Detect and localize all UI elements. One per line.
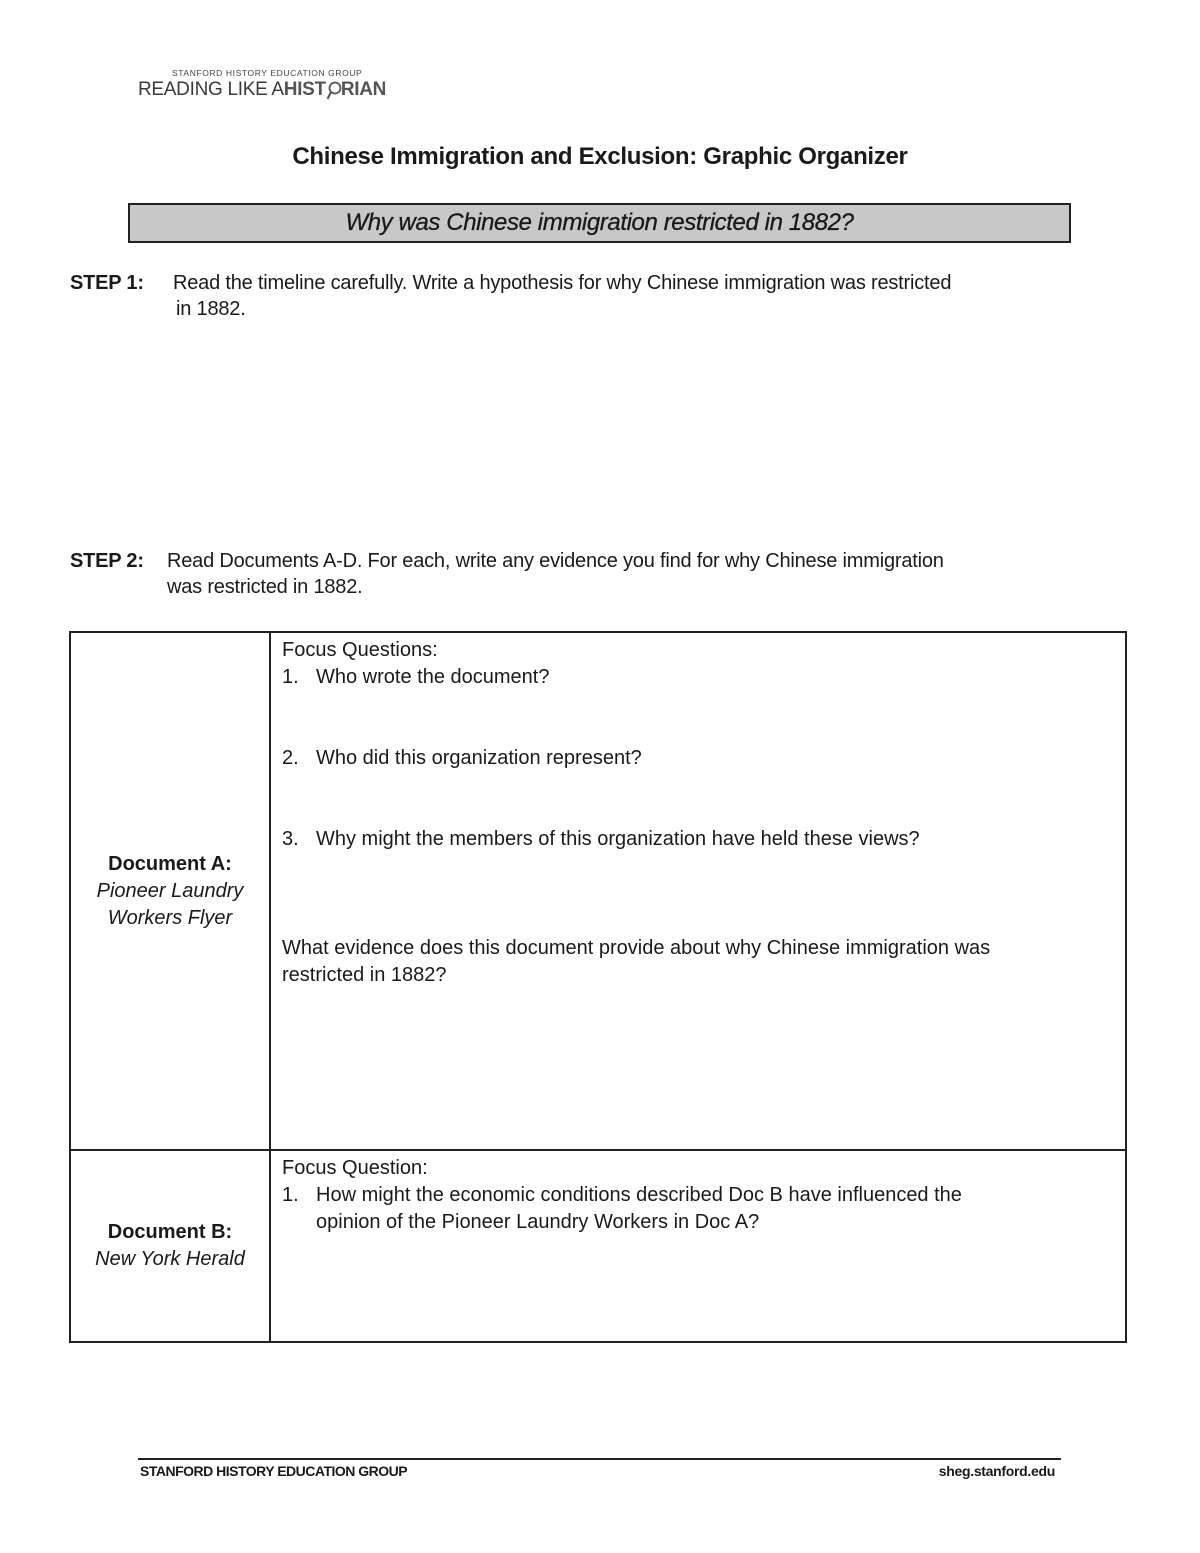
answer-space[interactable]	[282, 772, 1115, 826]
answer-space[interactable]	[282, 853, 1115, 935]
document-a-evidence-prompt-line2: restricted in 1882?	[282, 964, 447, 986]
logo-org-name: STANFORD HISTORY EDUCATION GROUP	[172, 68, 363, 78]
answer-space[interactable]	[282, 691, 1115, 745]
page-title: Chinese Immigration and Exclusion: Graphic Organizer	[292, 143, 908, 170]
document-b-response-cell[interactable]	[270, 1150, 1126, 1342]
step-1-label: STEP 1:	[70, 272, 144, 294]
document-a-response-cell[interactable]	[270, 632, 1126, 1150]
document-a-name: Document A:	[108, 852, 232, 875]
step-1-instructions	[70, 270, 1130, 322]
footer-org-name: STANFORD HISTORY EDUCATION GROUP	[140, 1463, 408, 1479]
logo-wordmark-pre: READING LIKE A	[138, 79, 284, 100]
logo-wordmark-post-a: HIST	[283, 79, 326, 100]
document-a-subtitle-line2: Workers Flyer	[107, 906, 233, 929]
document-b-subtitle: New York Herald	[95, 1248, 245, 1270]
step-1-text-line1: Read the timeline carefully. Write a hypothesis for why Chinese immigration was restricted	[173, 272, 952, 294]
step-1-text-line2: in 1882.	[176, 298, 246, 320]
step-2-label: STEP 2:	[70, 550, 144, 572]
focus-question: 3. Why might the members of this organization have held these views?	[282, 828, 920, 850]
document-b-label-cell	[70, 1150, 270, 1342]
central-question-text: Why was Chinese immigration restricted in 1882?	[345, 209, 854, 236]
focus-question: 1. Who wrote the document?	[282, 666, 550, 688]
focus-question-line1: How might the economic conditions described Doc B have influenced the	[316, 1184, 962, 1206]
document-a-focus-heading: Focus Questions:	[282, 639, 438, 661]
step-2-text-line2: was restricted in 1882.	[167, 576, 363, 598]
logo-wordmark	[138, 79, 386, 101]
document-b-focus-heading: Focus Question:	[282, 1157, 428, 1179]
document-b-name: Document B:	[107, 1221, 233, 1243]
magnifying-glass-icon	[326, 80, 341, 100]
document-a-evidence-prompt-line1: What evidence does this document provide about why Chinese immigration was	[282, 937, 991, 959]
document-a-label-cell	[70, 632, 270, 1150]
step-2-instructions	[70, 548, 1130, 600]
focus-question: 2. Who did this organization represent?	[282, 747, 642, 769]
footer-url: sheg.stanford.edu	[938, 1463, 1055, 1479]
document-a-row	[70, 632, 1126, 1150]
logo-wordmark-post-b: RIAN	[340, 79, 387, 100]
document-a-question-list	[282, 664, 1115, 935]
document-a-subtitle-line1: Pioneer Laundry	[96, 879, 244, 902]
footer-divider	[138, 1458, 1061, 1460]
focus-question-line2: opinion of the Pioneer Laundry Workers in Doc A?	[316, 1211, 760, 1233]
focus-question: 1. How might the economic conditions described Doc B have influenced the opinion of the Pioneer Laundry Workers in Doc A?	[282, 1184, 962, 1233]
reading-like-a-historian-logo	[138, 68, 386, 101]
central-question-banner	[128, 203, 1071, 243]
document-b-question-list	[282, 1182, 1115, 1236]
documents-table	[69, 631, 1127, 1343]
document-b-row	[70, 1150, 1126, 1342]
step-2-text-line1: Read Documents A-D. For each, write any evidence you find for why Chinese immigration	[167, 550, 944, 572]
